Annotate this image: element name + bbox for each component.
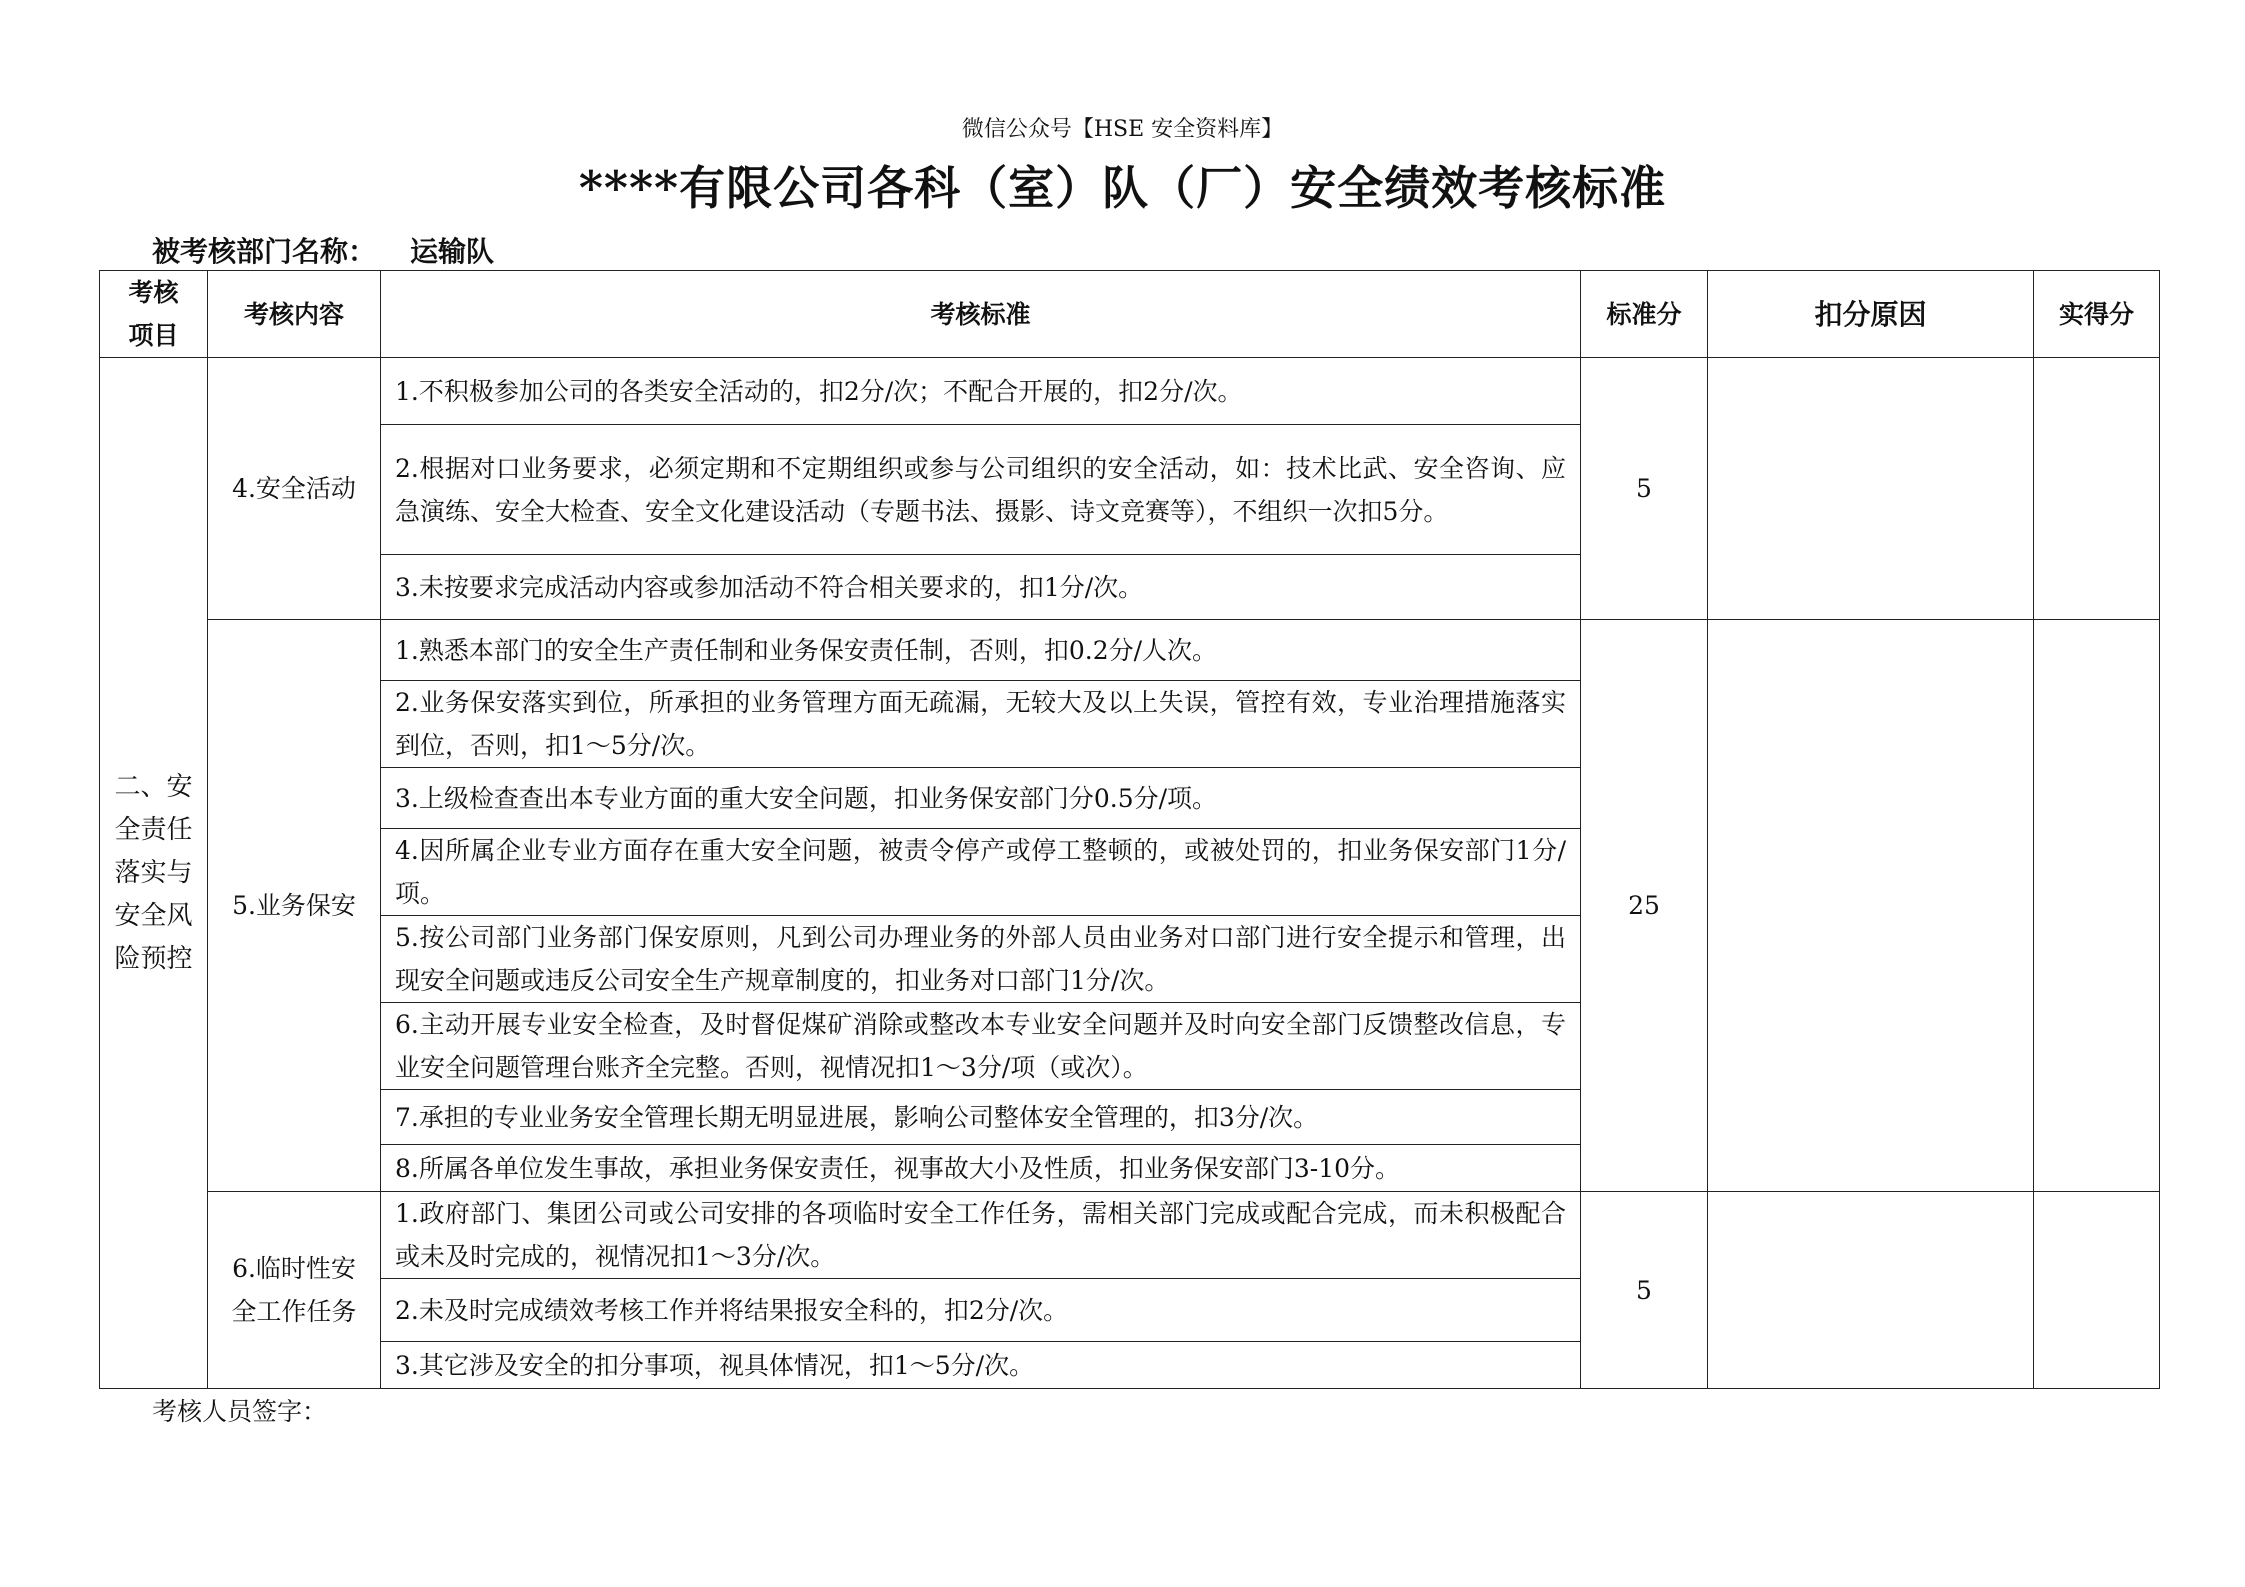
criteria-cell: 1.不积极参加公司的各类安全活动的，扣2分/次；不配合开展的，扣2分/次。 [381,358,1581,425]
deduction-reason-cell[interactable] [1708,1192,2034,1389]
criteria-cell: 2.未及时完成绩效考核工作并将结果报安全科的，扣2分/次。 [381,1279,1581,1342]
criteria-cell: 3.未按要求完成活动内容或参加活动不符合相关要求的，扣1分/次。 [381,555,1581,620]
criteria-cell: 3.上级检查查出本专业方面的重大安全问题，扣业务保安部门分0.5分/项。 [381,768,1581,829]
actual-score-cell[interactable] [2034,358,2160,620]
criteria-cell: 2.业务保安落实到位，所承担的业务管理方面无疏漏，无较大及以上失误，管控有效，专业治理措施落实到位，否则，扣1～5分/次。 [381,681,1581,768]
standard-score-cell: 25 [1581,620,1708,1192]
actual-score-cell[interactable] [2034,620,2160,1192]
wechat-source-line: 微信公众号【HSE 安全资料库】 [961,117,1284,142]
header-actual-score: 实得分 [2034,271,2160,358]
department-value: 运输队 [410,235,495,268]
department-line [152,230,494,270]
table-header-row [100,271,2160,358]
table-row [100,358,2160,425]
category-cell: 二、安全责任落实与安全风险预控 [100,358,208,1389]
criteria-cell: 5.按公司部门业务部门保安原则，凡到公司办理业务的外部人员由业务对口部门进行安全提示和管理，出现安全问题或违反公司安全生产规章制度的，扣业务对口部门1分/次。 [381,916,1581,1003]
header-standard-score: 标准分 [1581,271,1708,358]
content-cell: 6.临时性安全工作任务 [208,1192,381,1389]
criteria-cell: 3.其它涉及安全的扣分事项，视具体情况，扣1～5分/次。 [381,1342,1581,1389]
criteria-cell: 6.主动开展专业安全检查，及时督促煤矿消除或整改本专业安全问题并及时向安全部门反馈整改信息，专业安全问题管理台账齐全完整。否则，视情况扣1～3分/项（或次）。 [381,1003,1581,1090]
table-row [100,620,2160,681]
assessment-table [99,270,2160,1389]
criteria-cell: 8.所属各单位发生事故，承担业务保安责任，视事故大小及性质，扣业务保安部门3-10分。 [381,1145,1581,1192]
content-cell: 4.安全活动 [208,358,381,620]
criteria-cell: 4.因所属企业专业方面存在重大安全问题，被责令停产或停工整顿的，或被处罚的，扣业务保安部门1分/项。 [381,829,1581,916]
deduction-reason-cell[interactable] [1708,358,2034,620]
criteria-cell: 1.政府部门、集团公司或公司安排的各项临时安全工作任务，需相关部门完成或配合完成，而未积极配合或未及时完成的，视情况扣1～3分/次。 [381,1192,1581,1279]
header-criteria: 考核标准 [381,271,1581,358]
standard-score-cell: 5 [1581,1192,1708,1389]
actual-score-cell[interactable] [2034,1192,2160,1389]
page-title: ****有限公司各科（室）队（厂）安全绩效考核标准 [578,161,1667,215]
department-label: 被考核部门名称： [152,235,377,268]
header-content: 考核内容 [208,271,381,358]
criteria-cell: 2.根据对口业务要求，必须定期和不定期组织或参与公司组织的安全活动，如：技术比武、安全咨询、应急演练、安全大检查、安全文化建设活动（专题书法、摄影、诗文竞赛等），不组织一次扣5分。 [381,425,1581,555]
header-item: 考核项目 [100,271,208,358]
content-cell: 5.业务保安 [208,620,381,1192]
deduction-reason-cell[interactable] [1708,620,2034,1192]
criteria-cell: 7.承担的专业业务安全管理长期无明显进展，影响公司整体安全管理的，扣3分/次。 [381,1090,1581,1145]
criteria-cell: 1.熟悉本部门的安全生产责任制和业务保安责任制，否则，扣0.2分/人次。 [381,620,1581,681]
assessor-signature-label: 考核人员签字： [152,1397,328,1426]
table-row [100,1192,2160,1279]
standard-score-cell: 5 [1581,358,1708,620]
header-deduction-reason: 扣分原因 [1708,271,2034,358]
